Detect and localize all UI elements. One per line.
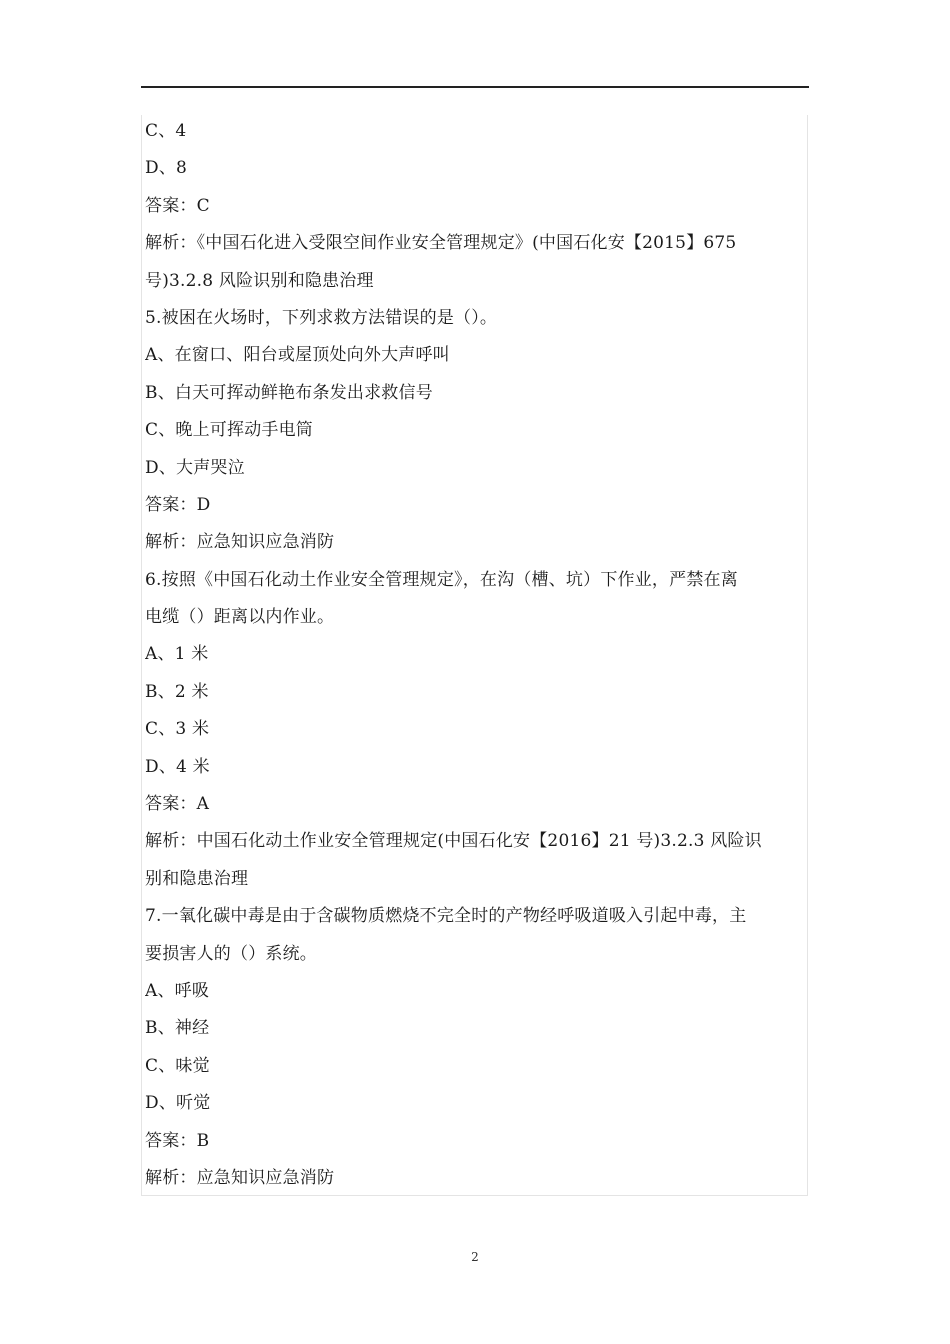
explanation-cont: 别和隐患治理 bbox=[145, 868, 249, 889]
option-d: D、4 米 bbox=[145, 756, 210, 777]
option-a: A、呼吸 bbox=[145, 980, 210, 1001]
explanation: 解析：应急知识应急消防 bbox=[145, 1167, 335, 1188]
option-c: C、味觉 bbox=[145, 1055, 210, 1076]
option-a: A、1 米 bbox=[145, 644, 209, 665]
document-body bbox=[145, 113, 809, 1197]
option-b: B、神经 bbox=[145, 1018, 210, 1039]
option-a: A、在窗口、阳台或屋顶处向外大声呼叫 bbox=[145, 345, 450, 366]
option-c: C、晚上可挥动手电筒 bbox=[145, 420, 314, 441]
option-c: C、4 bbox=[145, 121, 187, 141]
explanation: 解析：应急知识应急消防 bbox=[145, 532, 335, 553]
question-7: 7.一氧化碳中毒是由于含碳物质燃烧不完全时的产物经呼吸道吸入引起中毒，主 bbox=[145, 906, 747, 927]
question-5: 5.被困在火场时，下列求救方法错误的是（）。 bbox=[145, 307, 498, 328]
answer: 答案：D bbox=[145, 494, 211, 515]
option-d: D、大声哭泣 bbox=[145, 457, 245, 478]
option-d: D、8 bbox=[145, 158, 188, 179]
answer: 答案：C bbox=[145, 195, 210, 216]
option-b: B、白天可挥动鲜艳布条发出求救信号 bbox=[145, 382, 433, 403]
question-6-cont: 电缆（）距离以内作业。 bbox=[145, 607, 335, 628]
explanation: 解析：《中国石化进入受限空间作业安全管理规定》(中国石化安【2015】675 bbox=[145, 233, 737, 254]
explanation: 解析：中国石化动土作业安全管理规定(中国石化安【2016】21 号)3.2.3 风险识 bbox=[145, 831, 762, 852]
question-7-cont: 要损害人的（）系统。 bbox=[145, 943, 317, 964]
option-c: C、3 米 bbox=[145, 719, 210, 740]
header-rule bbox=[141, 86, 809, 88]
page-number: 2 bbox=[471, 1250, 479, 1264]
question-6: 6.按照《中国石化动土作业安全管理规定》，在沟（槽、坑）下作业，严禁在离 bbox=[145, 569, 738, 590]
answer: 答案：A bbox=[145, 794, 210, 815]
option-d: D、听觉 bbox=[145, 1093, 211, 1114]
option-b: B、2 米 bbox=[145, 681, 209, 702]
explanation-cont: 号)3.2.8 风险识别和隐患治理 bbox=[145, 270, 374, 291]
answer: 答案：B bbox=[145, 1130, 210, 1151]
